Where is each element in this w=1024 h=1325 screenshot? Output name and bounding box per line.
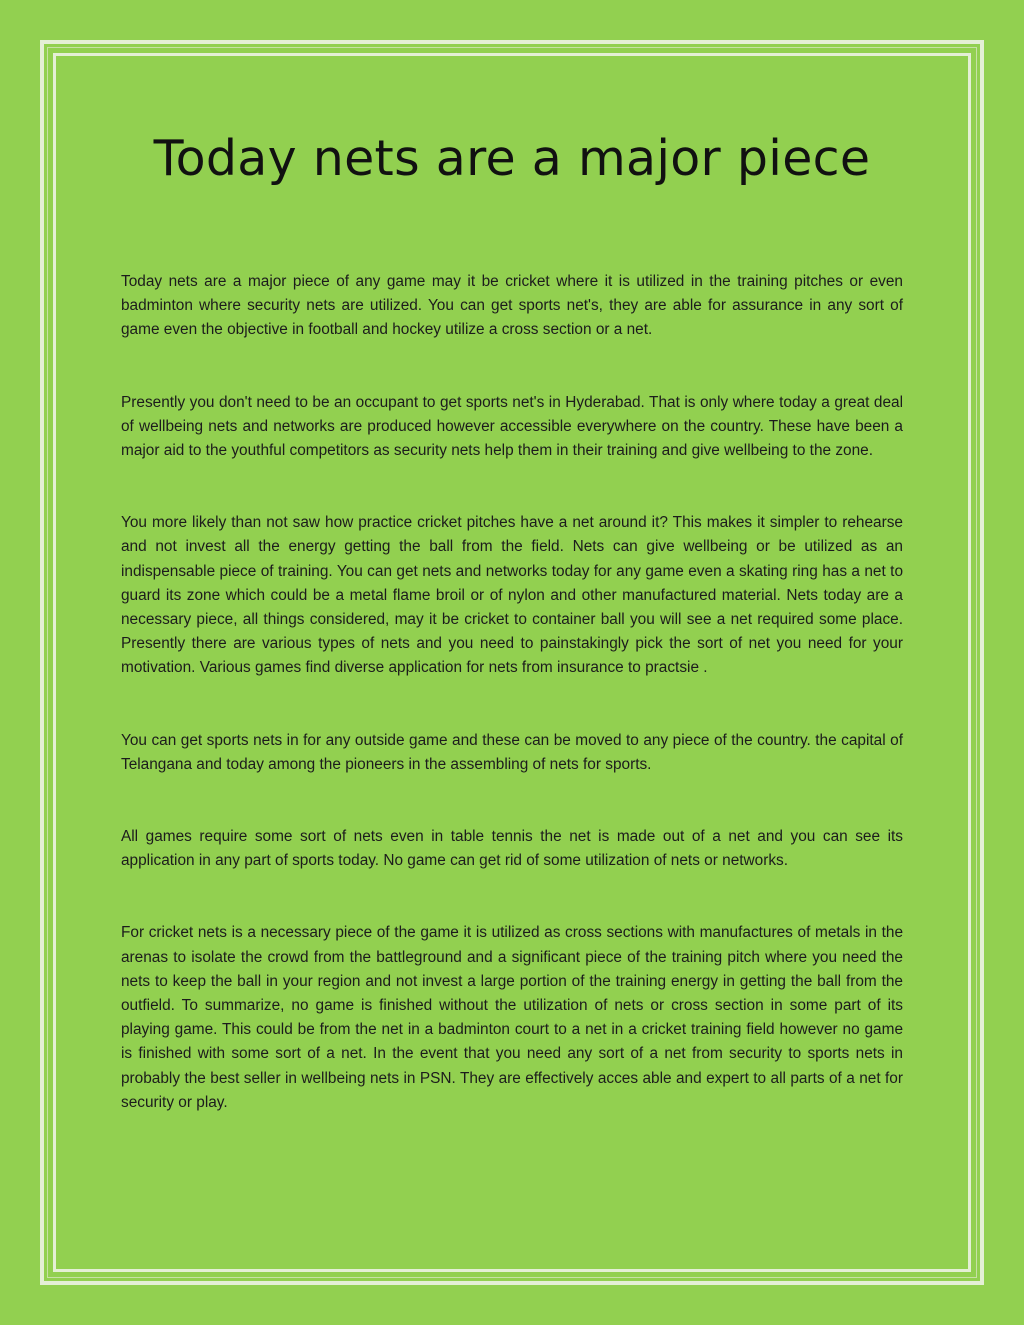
paragraph-3: You more likely than not saw how practice cricket pitches have a net around it? This makes it simpler to rehearse and not invest all the energy getting the ball from the field. Nets can give wellbeing or be utilized as an indispensable piece of training. You can get nets and networks today for any game even a skating ring has a net to guard its zone which could be a metal flame broil or of nylon and other manufactured material. Nets today are a necessary piece, all things considered, may it be cricket to container ball you will see a net required some place. Presently there are various types of nets and you need to painstakingly pick the sort of net you need for your motivation. Various games find diverse application for nets from insurance to practsie . bbox=[121, 514, 903, 677]
page-title: Today nets are a major piece bbox=[153, 130, 871, 187]
paragraph-4: You can get sports nets in for any outside game and these can be moved to any piece of the country. the capital of Telangana and today among the pioneers in the assembling of nets for sports. bbox=[121, 731, 903, 773]
document-body bbox=[121, 270, 903, 1163]
paragraph-5: All games require some sort of nets even in table tennis the net is made out of a net and you can see its application in any part of sports today. No game can get rid of some utilization of nets or networks. bbox=[121, 828, 903, 870]
paragraph-2: Presently you don't need to be an occupant to get sports net's in Hyderabad. That is only where today a great deal of wellbeing nets and networks are produced however accessible everywhere on the country. These have been a major aid to the youthful competitors as security nets help them in their training and give wellbeing to the zone. bbox=[121, 393, 903, 460]
paragraph-1: Today nets are a major piece of any game may it be cricket where it is utilized in the training pitches or even badminton where security nets are utilized. You can get sports net's, they are able for assurance in any sort of game even the objective in football and hockey utilize a cross section or a net. bbox=[121, 273, 903, 339]
paragraph-6: For cricket nets is a necessary piece of the game it is utilized as cross sections with manufactures of metals in the arenas to isolate the crowd from the battleground and a significant piece of the training pitch where you need the nets to keep the ball in your region and not invest a large portion of the training energy in getting the ball from the outfield. To summarize, no game is finished without the utilization of nets or cross section in some part of its playing game. This could be from the net in a badminton court to a net in a cricket training field however no game is finished with some sort of a net. In the event that you need any sort of a net from security to sports nets in probably the best seller in wellbeing nets in PSN. They are effectively acces able and expert to all parts of a net for security or play. bbox=[121, 924, 903, 1111]
